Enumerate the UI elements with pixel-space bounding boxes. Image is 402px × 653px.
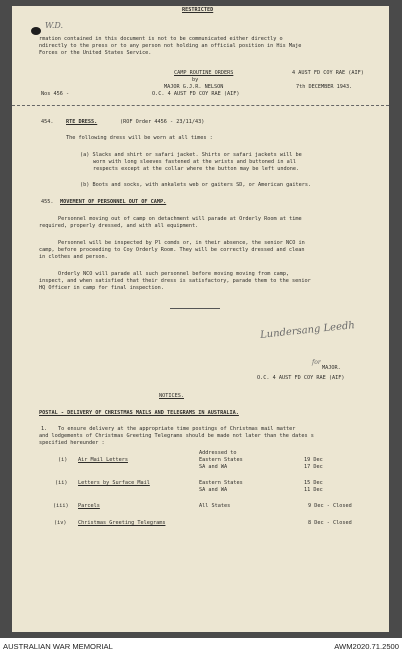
item-label: Parcels xyxy=(78,503,100,509)
officer-name: MAJOR G.J.R. NELSON xyxy=(164,84,224,90)
order-454-a-line: respects except at the collar where the button may be left undone. xyxy=(93,166,300,172)
handwritten-signature: Lundersang Leedh xyxy=(259,320,356,341)
item-number: (iv) xyxy=(54,520,67,526)
order-455-p1-line: Personnel moving out of camp on detachment will parade at Orderly Room at time xyxy=(58,216,302,222)
item-number: (i) xyxy=(58,457,68,463)
notices-para-line: and lodgements of Christmas Greeting Telegrams should be made not later than the dates s xyxy=(39,433,314,439)
header-divider xyxy=(12,105,389,106)
order-455-p2-line: camp, before proceeding to Coy Orderly Room. They will be correctly dressed and clean xyxy=(39,247,305,253)
notices-para-line: To ensure delivery at the appropriate time postings of Christmas mail matter xyxy=(58,426,296,432)
item-destination: Eastern States xyxy=(199,480,243,486)
order-454-b-line: (b) Boots and socks, with ankalets web or gaiters SD, or American gaiters. xyxy=(80,182,312,188)
footer-accession-number: AWM2020.71.2500 xyxy=(334,642,399,651)
order-number: Nos 456 - xyxy=(41,91,70,97)
document-page xyxy=(12,6,389,632)
notice-line-2: ndirectly to the press or to any person not holding an official position in His Maje xyxy=(39,43,302,49)
order-454-intro: The following dress will be worn at all times : xyxy=(66,135,213,141)
title-by: by xyxy=(192,77,199,83)
order-455-p3-line: HQ Officer in camp for final inspection. xyxy=(39,285,164,291)
item-date: 11 Dec xyxy=(304,487,323,493)
item-label: Christmas Greeting Telegrams xyxy=(78,520,166,526)
item-number: (iii) xyxy=(53,503,69,509)
footer-institution: AUSTRALIAN WAR MEMORIAL xyxy=(3,642,113,651)
handwritten-mark: W.D. xyxy=(45,21,64,30)
order-455-p1-line: required, properly dressed, and with all equipment. xyxy=(39,223,199,229)
item-label: Air Mail Letters xyxy=(78,457,128,463)
item-destination: Eastern States xyxy=(199,457,243,463)
notices-title: NOTICES. xyxy=(159,393,184,399)
order-454-reference: (ROF Order 4456 - 23/11/43) xyxy=(120,119,205,125)
item-destination: All States xyxy=(199,503,231,509)
order-455-p3-line: Orderly NCO will parade all such personnel before moving moving from camp, xyxy=(58,271,290,277)
notices-para-number: 1. xyxy=(41,426,48,432)
unit-name-right: 4 AUST FD COY RAE (AIF) xyxy=(292,70,364,76)
item-date: 8 Dec - Closed xyxy=(308,520,352,526)
item-date: 15 Dec xyxy=(304,480,323,486)
item-destination: SA and WA xyxy=(199,487,228,493)
item-label: Letters by Surface Mail xyxy=(78,480,150,486)
officer-unit: O.C. 4 AUST FD COY RAE (AIF) xyxy=(152,91,240,97)
order-454-a-line: worn with long sleeves fastened at the wrists and buttoned in all xyxy=(93,159,297,165)
ink-blot-icon xyxy=(30,26,42,36)
order-455-p2-line: in clothes and person. xyxy=(39,254,108,260)
order-454-number: 454. xyxy=(41,119,54,125)
notice-line-1: rmation contained in this document is not to be communicated either directly o xyxy=(39,36,283,42)
document-title: CAMP ROUTINE ORDERS xyxy=(174,70,234,76)
item-date: 17 Dec xyxy=(304,464,323,470)
item-number: (ii) xyxy=(55,480,68,486)
order-455-number: 455. xyxy=(41,199,54,205)
section-divider xyxy=(170,308,220,309)
order-455-heading: MOVEMENT OF PERSONNEL OUT OF CAMP. xyxy=(60,199,167,205)
order-454-a-line: (a) Slacks and shirt or safari jacket. Shirts or safari jackets will be xyxy=(80,152,302,158)
notices-para-line: specified hereunder : xyxy=(39,440,105,446)
restricted-label: RESTRICTED xyxy=(182,7,214,13)
addressed-to-header: Addressed to xyxy=(199,450,237,456)
item-date: 19 Dec xyxy=(304,457,323,463)
footer-bar xyxy=(0,640,402,653)
order-454-heading: RTE DRESS. xyxy=(66,119,98,125)
notice-line-3: Forces or the United States Service. xyxy=(39,50,152,56)
item-destination: SA and WA xyxy=(199,464,228,470)
item-date: 9 Dec - Closed xyxy=(308,503,352,509)
notices-subject: POSTAL - DELIVERY OF CHRISTMAS MAILS AND TELEGRAMS IN AUSTRALIA. xyxy=(39,410,239,416)
order-455-p3-line: inspect, and when satisfied that their dress is satisfactory, parade them to the senior xyxy=(39,278,311,284)
signature-unit: O.C. 4 AUST FD COY RAE (AIF) xyxy=(257,375,345,381)
order-455-p2-line: Personnel will be inspected by Pl comds or, in their absence, the senior NCO in xyxy=(58,240,305,246)
signature-rank: MAJOR. xyxy=(322,365,341,371)
signature-prefix: for xyxy=(312,359,321,366)
document-date: 7th DECEMBER 1943. xyxy=(296,84,353,90)
